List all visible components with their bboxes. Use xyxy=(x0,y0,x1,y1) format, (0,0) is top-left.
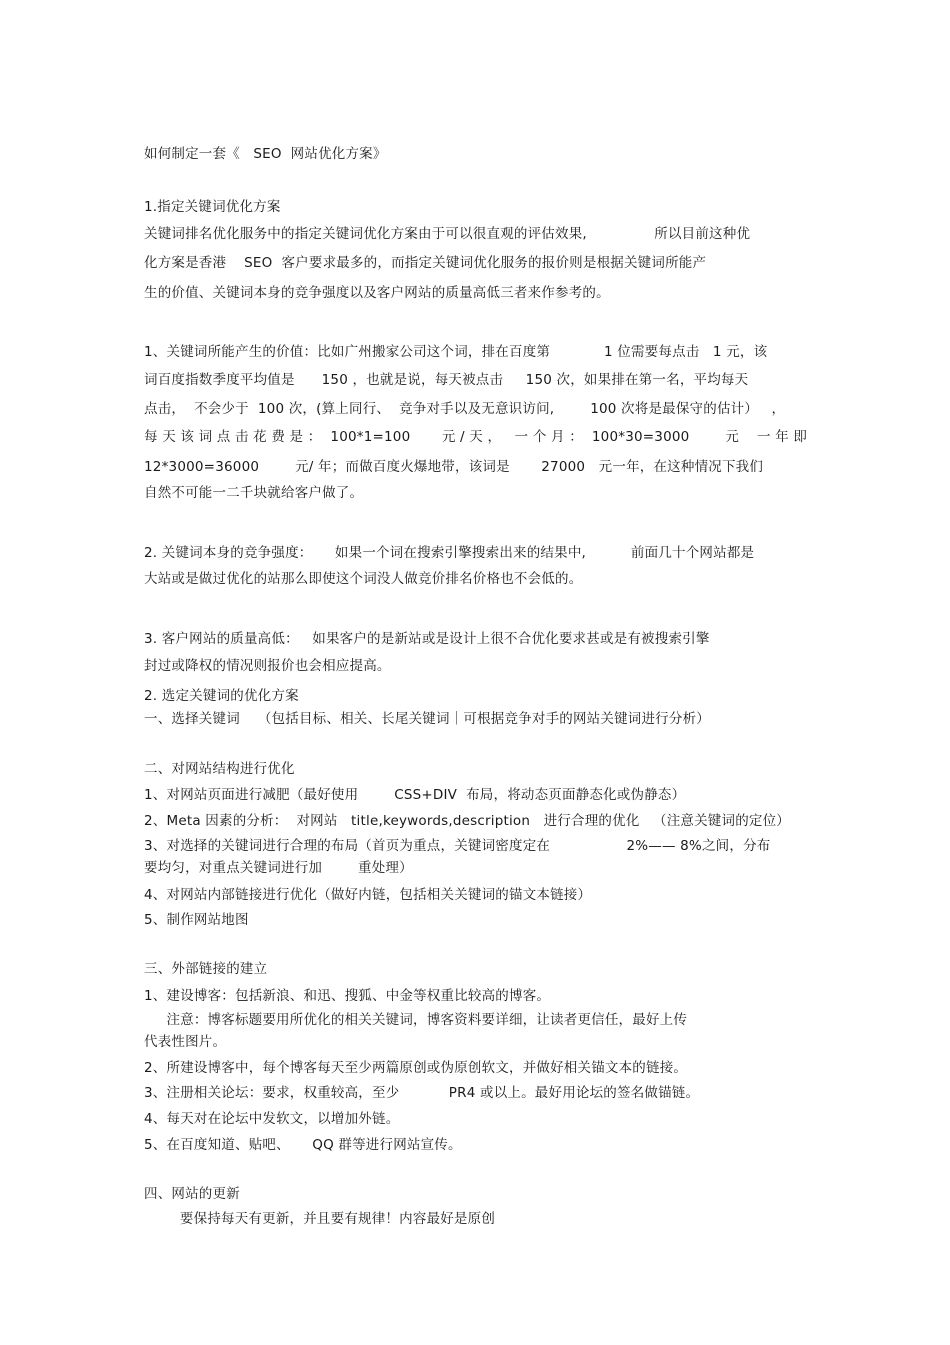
paragraph-line: 词百度指数季度平均值是 150 ，也就是说，每天被点击 150 次，如果排在第一名，平均每天 xyxy=(144,372,749,388)
list-item: 3、对选择的关键词进行合理的布局（首页为重点，关键词密度定在 2%—— 8%之间，分布 xyxy=(144,838,771,854)
list-item: 注意：博客标题要用所优化的相关关键词，博客资料要详细，让读者更信任，最好上传 xyxy=(144,1012,688,1028)
subsection-heading: 四、网站的更新 xyxy=(144,1186,240,1202)
paragraph-line: 化方案是香港 SEO 客户要求最多的，而指定关键词优化服务的报价则是根据关键词所能产 xyxy=(144,255,707,271)
list-item: 4、对网站内部链接进行优化（做好内链，包括相关关键词的锚文本链接） xyxy=(144,887,592,903)
paragraph-line: 关键词排名优化服务中的指定关键词优化方案由于可以很直观的评估效果, 所以目前这种优 xyxy=(144,226,751,242)
paragraph-line: 自然不可能一二千块就给客户做了。 xyxy=(144,485,364,501)
paragraph-line: 生的价值、关键词本身的竞争强度以及客户网站的质量高低三者来作参考的。 xyxy=(144,285,610,301)
paragraph-line: 1、关键词所能产生的价值：比如广州搬家公司这个词，排在百度第 1 位需要每点击 1 元，该 xyxy=(144,344,768,360)
paragraph-line: 每 天 该 词 点 击 花 费 是 ： 100*1=100 元 / 天 ， 一 个 月 ： 100*30=3000 元 一 年 即 xyxy=(144,429,808,445)
paragraph-line: 大站或是做过优化的站那么即使这个词没人做竞价排名价格也不会低的。 xyxy=(144,571,583,587)
list-item: 5、制作网站地图 xyxy=(144,912,249,928)
paragraph-line: 2. 关键词本身的竞争强度： 如果一个词在搜索引擎搜索出来的结果中, 前面几十个网站都是 xyxy=(144,545,755,561)
section-heading: 2. 选定关键词的优化方案 xyxy=(144,688,299,704)
document-title: 如何制定一套《 SEO 网站优化方案》 xyxy=(144,146,387,162)
list-item: 4、每天对在论坛中发软文，以增加外链。 xyxy=(144,1111,400,1127)
list-item: 代表性图片。 xyxy=(144,1034,227,1050)
paragraph-line: 一、选择关键词 （包括目标、相关、长尾关键词｜可根据竞争对手的网站关键词进行分析） xyxy=(144,711,710,727)
section-heading: 1.指定关键词优化方案 xyxy=(144,199,281,215)
paragraph-line: 封过或降权的情况则报价也会相应提高。 xyxy=(144,658,391,674)
list-item: 5、在百度知道、贴吧、 QQ 群等进行网站宣传。 xyxy=(144,1137,462,1153)
subsection-heading: 二、对网站结构进行优化 xyxy=(144,761,295,777)
list-item: 要均匀，对重点关键词进行加 重处理） xyxy=(144,860,413,876)
list-item: 2、所建设博客中，每个博客每天至少两篇原创或伪原创软文，并做好相关锚文本的链接。 xyxy=(144,1060,688,1076)
subsection-heading: 三、外部链接的建立 xyxy=(144,961,268,977)
list-item: 3、注册相关论坛：要求，权重较高，至少 PR4 或以上。最好用论坛的签名做锚链。 xyxy=(144,1085,700,1101)
paragraph-line: 3. 客户网站的质量高低： 如果客户的是新站或是设计上很不合优化要求甚或是有被搜索引擎 xyxy=(144,631,710,647)
list-item: 1、对网站页面进行减肥（最好使用 CSS+DIV 布局，将动态页面静态化或伪静态） xyxy=(144,787,686,803)
paragraph-line: 要保持每天有更新，并且要有规律！内容最好是原创 xyxy=(144,1211,496,1227)
list-item: 1、建设博客：包括新浪、和迅、搜狐、中金等权重比较高的博客。 xyxy=(144,988,551,1004)
paragraph-line: 点击， 不会少于 100 次，(算上同行、 竞争对手以及无意识访问, 100 次将是最保守的估计） ， xyxy=(144,401,786,417)
list-item: 2、Meta 因素的分析： 对网站 title,keywords,description 进行合理的优化 （注意关键词的定位） xyxy=(144,813,790,829)
paragraph-line: 12*3000=36000 元/ 年；而做百度火爆地带，该词是 27000 元一年，在这种情况下我们 xyxy=(144,459,764,475)
